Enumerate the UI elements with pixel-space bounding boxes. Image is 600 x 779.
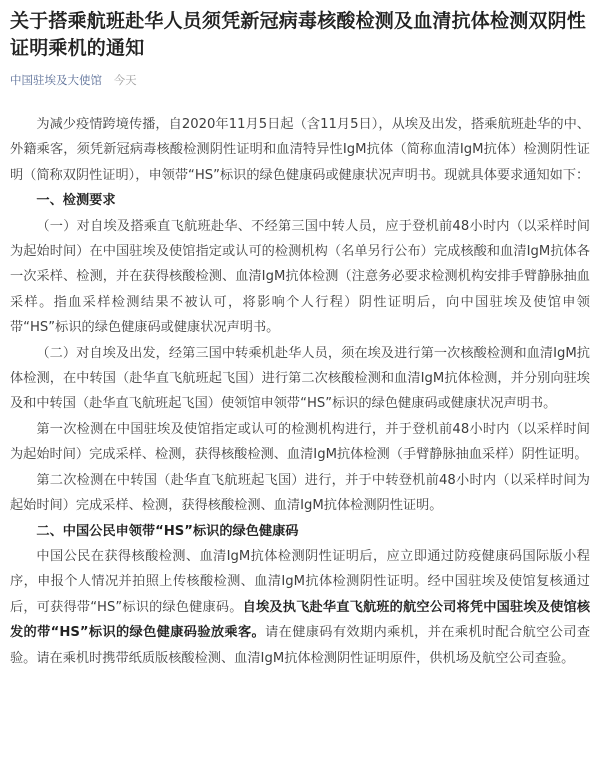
article-meta [10,72,590,88]
paragraph-second-test: 第二次检测在中转国（赴华直飞航班起飞国）进行，并于中转登机前48小时内（以采样时间为起始时间）完成采样、检测，获得核酸检测、血清IgM抗体检测阴性证明。 [10,472,590,514]
article-title: 关于搭乘航班赴华人员须凭新冠病毒核酸检测及血清抗体检测双阴性证明乘机的通知 [10,10,587,59]
intro-paragraph: 为减少疫情跨境传播，自2020年11月5日起（含11月5日），从埃及出发，搭乘航班赴华的中、外籍乘客，须凭新冠病毒核酸检测阴性证明和血清特异性IgM抗体（简称血清IgM抗体）检测阴性证明（简称双阴性证明），申领带“HS”标识的绿色健康码或健康状况声明书。现就具体要求通知如下： [10,117,590,183]
publish-time: 今天 [113,73,137,87]
section-heading-testing-requirements: 一、检测要求 [36,193,116,209]
paragraph-first-test: 第一次检测在中国驻埃及使馆指定或认可的检测机构进行，并于登机前48小时内（以采样时间为起始时间）完成采样、检测，获得核酸检测、血清IgM抗体检测（手臂静脉抽血采样）阴性证明。 [10,421,590,463]
section-heading-health-code: 二、中国公民申领带“HS”标识的绿色健康码 [36,523,299,539]
health-code-text-bold: 自埃及执飞赴华直飞航班的航空公司将凭中国驻埃及使馆核发的带“HS”标识的绿色健康码验放乘客。 [10,599,591,641]
paragraph-transit-flight: （二）对自埃及出发，经第三国中转乘机赴华人员，须在埃及进行第一次核酸检测和血清IgM抗体检测，在中转国（赴华直飞航班起飞国）进行第二次核酸检测和血清IgM抗体检测，并分别向驻埃及和中转国（赴华直飞航班起飞国）使领馆申领带“HS”标识的绿色健康码或健康状况声明书。 [10,345,590,412]
article-body [10,112,590,671]
paragraph-direct-flight: （一）对自埃及搭乘直飞航班赴华、不经第三国中转人员，应于登机前48小时内（以采样时间为起始时间）在中国驻埃及使馆指定或认可的检测机构（名单另行公布）完成核酸和血清IgM抗体各一次采样、检测，并在获得核酸检测、血清IgM抗体检测（注意务必要求检测机构安排手臂静脉抽血采样。指血采样检测结果不被认可，将影响个人行程）阴性证明后，向中国驻埃及使馆申领带“HS”标识的绿色健康码或健康状况声明书。 [10,218,590,336]
health-code-text-a: 中国公民在获得核酸检测、血清IgM抗体检测阴性证明后，应立即通过防疫健康码国际版小程序，申报个人情况并拍照上传核酸检测、血清IgM抗体检测阴性证明。经中国驻埃及使馆复核通过后，可获得带“HS”标识的绿色健康码。 [10,548,590,615]
paragraph-health-code [10,544,590,671]
health-code-text-b: 请在健康码有效期内乘机，并在乘机时配合航空公司查验。请在乘机时携带纸质版核酸检测、血清IgM抗体检测阴性证明原件，供机场及航空公司查验。 [10,625,591,666]
account-name-link[interactable]: 中国驻埃及大使馆 [10,73,102,87]
